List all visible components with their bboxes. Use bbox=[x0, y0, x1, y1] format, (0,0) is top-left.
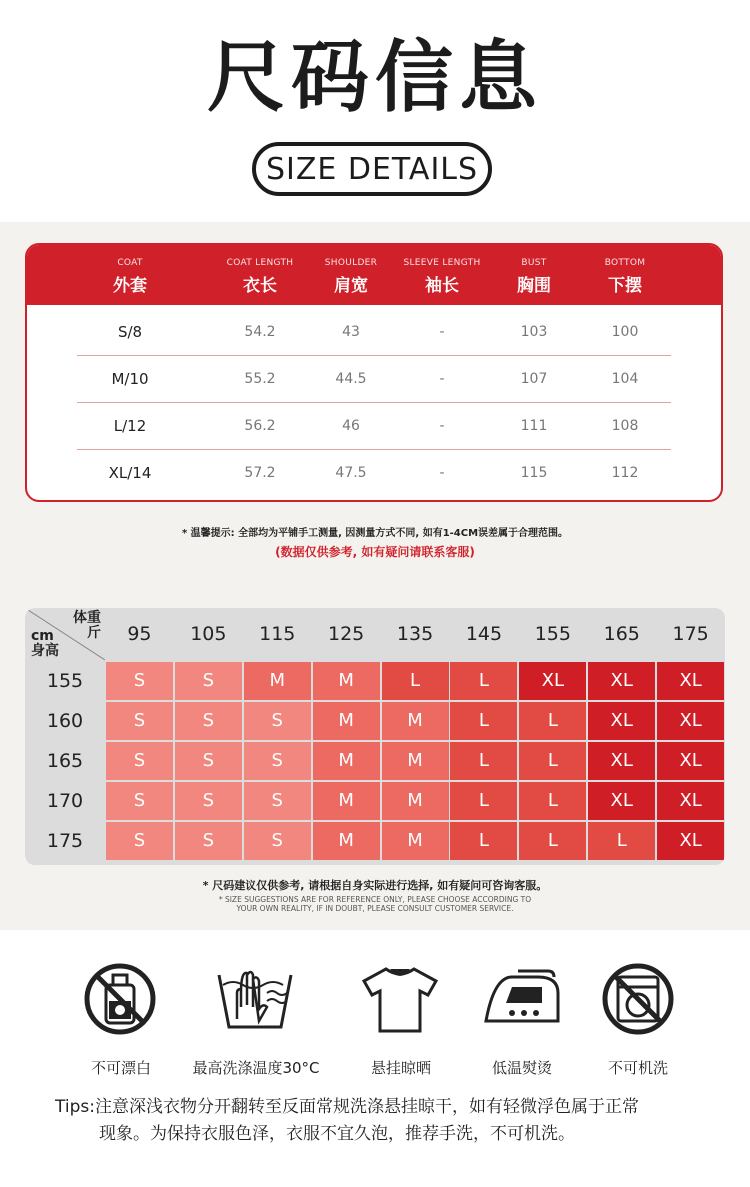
coat-column-header bbox=[484, 245, 584, 305]
measurement-cell: 100 bbox=[611, 324, 639, 340]
measurement-cell: 112 bbox=[611, 465, 639, 481]
column-header-cn: 衣长 bbox=[243, 276, 277, 296]
size-recommendation-cell: L bbox=[450, 662, 517, 700]
max-wash-temperature-label: 最高洗涤温度30°C bbox=[192, 1059, 320, 1077]
size-cell: XL/14 bbox=[108, 464, 152, 482]
weight-header-cell: 115 bbox=[259, 623, 296, 645]
size-recommendation-cell: M bbox=[382, 702, 449, 740]
size-cell: S/8 bbox=[117, 323, 143, 341]
size-recommendation-cell: M bbox=[382, 742, 449, 780]
height-header-cell: 155 bbox=[46, 670, 84, 692]
weight-header-cell: 165 bbox=[603, 623, 640, 645]
table-row bbox=[77, 356, 671, 403]
size-recommendation-cell: S bbox=[244, 782, 311, 820]
subtitle-badge bbox=[252, 142, 492, 196]
size-recommendation-cell: XL bbox=[657, 662, 724, 700]
weight-header-cell: 95 bbox=[127, 623, 152, 645]
size-recommendation-cell: M bbox=[244, 662, 311, 700]
size-recommendation-cell: XL bbox=[588, 662, 655, 700]
care-tips bbox=[55, 1094, 725, 1148]
column-header-en: BUST bbox=[521, 258, 547, 268]
measurement-cell: 47.5 bbox=[335, 465, 367, 481]
height-axis-label bbox=[31, 629, 59, 659]
column-header-en: COAT bbox=[117, 258, 143, 268]
size-recommendation-cell: S bbox=[175, 702, 242, 740]
size-recommendation-cell: S bbox=[175, 782, 242, 820]
table-row bbox=[77, 403, 671, 450]
reference-note: (数据仅供参考, 如有疑问请联系客服) bbox=[275, 545, 475, 559]
weight-header-cell: 145 bbox=[465, 623, 503, 645]
hang-dry-icon bbox=[360, 963, 440, 1035]
size-recommendation-cell: S bbox=[106, 742, 173, 780]
column-header-en: SLEEVE LENGTH bbox=[403, 258, 481, 268]
size-recommendation-cell: XL bbox=[657, 742, 724, 780]
table-row bbox=[77, 309, 671, 356]
size-recommendation-cell: XL bbox=[519, 662, 586, 700]
care-tips-line1: Tips:注意深浅衣物分开翻转至反面常规洗涤悬挂晾干，如有轻微浮色属于正常 bbox=[55, 1097, 639, 1117]
column-header-en: COAT LENGTH bbox=[226, 258, 294, 268]
size-recommendation-cell: S bbox=[106, 782, 173, 820]
size-recommendation-cell: L bbox=[519, 702, 586, 740]
size-recommendation-cell: M bbox=[382, 782, 449, 820]
size-recommendation-cell: XL bbox=[588, 702, 655, 740]
measurement-cell: 115 bbox=[520, 465, 548, 481]
care-tips-line2: 现象。为保持衣服色泽，衣服不宜久泡，推荐手洗，不可机洗。 bbox=[99, 1124, 575, 1144]
size-recommendation-cell: L bbox=[382, 662, 449, 700]
no-bleach-label: 不可漂白 bbox=[90, 1059, 151, 1077]
coat-column-header bbox=[80, 245, 180, 305]
size-recommendation-cell: XL bbox=[657, 702, 724, 740]
weight-header-cell: 175 bbox=[672, 623, 709, 645]
measurement-cell: 103 bbox=[520, 324, 548, 340]
low-iron-icon bbox=[482, 963, 562, 1035]
measurement-cell: 111 bbox=[520, 418, 548, 434]
weight-header-cell: 105 bbox=[190, 623, 227, 645]
page-subtitle: SIZE DETAILS bbox=[265, 151, 479, 187]
measurement-cell: 46 bbox=[342, 418, 360, 434]
size-recommendation-cell: L bbox=[450, 742, 517, 780]
size-recommendation-cell: S bbox=[106, 702, 173, 740]
size-recommendation-cell: M bbox=[313, 742, 380, 780]
table-row bbox=[77, 450, 671, 497]
chart-corner-header bbox=[25, 608, 105, 660]
size-recommendation-cell: S bbox=[244, 742, 311, 780]
size-recommendation-cell: XL bbox=[588, 742, 655, 780]
size-recommendation-cell: S bbox=[244, 702, 311, 740]
weight-header-cell: 155 bbox=[534, 623, 571, 645]
measurement-cell: 104 bbox=[611, 371, 639, 387]
low-iron-label: 低温熨烫 bbox=[491, 1059, 552, 1077]
size-recommendation-cell: S bbox=[175, 662, 242, 700]
no-bleach-icon bbox=[80, 963, 160, 1035]
size-recommendation-cell: M bbox=[382, 822, 449, 860]
height-header-cell: 165 bbox=[46, 750, 84, 772]
measure-tip: * 温馨提示: 全部均为平铺手工测量, 因测量方式不同, 如有1-4CM误差属于合理范围。 bbox=[181, 528, 569, 539]
size-recommendation-cell: M bbox=[313, 662, 380, 700]
column-header-cn: 肩宽 bbox=[334, 276, 368, 296]
size-recommendation-chart bbox=[25, 608, 725, 865]
size-recommendation-cell: L bbox=[450, 822, 517, 860]
size-recommendation-cell: S bbox=[244, 822, 311, 860]
size-suggestion-tip-en bbox=[0, 895, 750, 913]
size-recommendation-cell: XL bbox=[657, 782, 724, 820]
weight-label: 体重 bbox=[73, 610, 101, 626]
no-machine-wash-label: 不可机洗 bbox=[607, 1059, 668, 1077]
coat-table-header bbox=[27, 245, 721, 305]
measurement-cell: - bbox=[439, 371, 445, 387]
size-recommendation-cell: L bbox=[519, 822, 586, 860]
size-recommendation-cell: XL bbox=[588, 782, 655, 820]
measurement-cell: - bbox=[439, 418, 445, 434]
height-header-cell: 175 bbox=[46, 830, 84, 852]
size-recommendation-cell: M bbox=[313, 702, 380, 740]
height-label: 身高 bbox=[31, 643, 59, 659]
size-cell: M/10 bbox=[111, 370, 149, 388]
measurement-cell: 54.2 bbox=[244, 324, 276, 340]
size-recommendation-cell: XL bbox=[657, 822, 724, 860]
size-recommendation-cell: L bbox=[519, 742, 586, 780]
measurement-cell: 55.2 bbox=[244, 371, 276, 387]
measurement-cell: 44.5 bbox=[335, 371, 367, 387]
size-recommendation-cell: L bbox=[450, 782, 517, 820]
max-wash-temperature-icon bbox=[215, 963, 295, 1035]
size-recommendation-cell: S bbox=[106, 822, 173, 860]
column-header-cn: 外套 bbox=[113, 276, 147, 296]
header bbox=[0, 0, 750, 222]
height-header-cell: 170 bbox=[46, 790, 84, 812]
column-header-en: SHOULDER bbox=[324, 258, 378, 268]
size-tip-en-line1: * SIZE SUGGESTIONS ARE FOR REFERENCE ONLY, PLEASE CHOOSE ACCORDING TO bbox=[218, 895, 532, 904]
measurement-cell: - bbox=[439, 465, 445, 481]
size-suggestion-tip: * 尺码建议仅供参考, 请根据自身实际进行选择, 如有疑问可咨询客服。 bbox=[202, 879, 548, 892]
column-header-cn: 下摆 bbox=[608, 276, 642, 296]
measurement-cell: 108 bbox=[611, 418, 639, 434]
coat-column-header bbox=[210, 245, 310, 305]
hang-dry-label: 悬挂晾晒 bbox=[370, 1059, 431, 1077]
column-header-en: BOTTOM bbox=[604, 258, 646, 268]
cm-unit-label: cm bbox=[31, 628, 54, 644]
jin-unit-label: 斤 bbox=[87, 625, 101, 641]
coat-size-table bbox=[25, 243, 723, 502]
weight-axis-label bbox=[73, 611, 101, 641]
size-cell: L/12 bbox=[113, 417, 147, 435]
measurement-cell: 107 bbox=[520, 371, 548, 387]
coat-column-header bbox=[301, 245, 401, 305]
size-recommendation-cell: M bbox=[313, 782, 380, 820]
size-recommendation-cell: S bbox=[175, 822, 242, 860]
measurement-cell: 43 bbox=[342, 324, 360, 340]
weight-header-cell: 125 bbox=[328, 623, 365, 645]
no-machine-wash-icon bbox=[598, 963, 678, 1035]
measurement-cell: 57.2 bbox=[244, 465, 276, 481]
size-recommendation-cell: M bbox=[313, 822, 380, 860]
coat-column-header bbox=[392, 245, 492, 305]
column-header-cn: 袖长 bbox=[425, 276, 459, 296]
height-header-cell: 160 bbox=[46, 710, 84, 732]
size-recommendation-cell: L bbox=[450, 702, 517, 740]
weight-header-cell: 135 bbox=[396, 623, 434, 645]
size-recommendation-cell: L bbox=[588, 822, 655, 860]
size-recommendation-cell: S bbox=[106, 662, 173, 700]
measurement-cell: - bbox=[439, 324, 445, 340]
size-recommendation-cell: S bbox=[175, 742, 242, 780]
column-header-cn: 胸围 bbox=[517, 276, 551, 296]
measurement-cell: 56.2 bbox=[244, 418, 276, 434]
coat-column-header bbox=[575, 245, 675, 305]
page-title: 尺码信息 bbox=[206, 33, 543, 123]
size-recommendation-cell: L bbox=[519, 782, 586, 820]
size-tip-en-line2: YOUR OWN REALITY, IF IN DOUBT, PLEASE CONSULT CUSTOMER SERVICE. bbox=[236, 904, 514, 913]
